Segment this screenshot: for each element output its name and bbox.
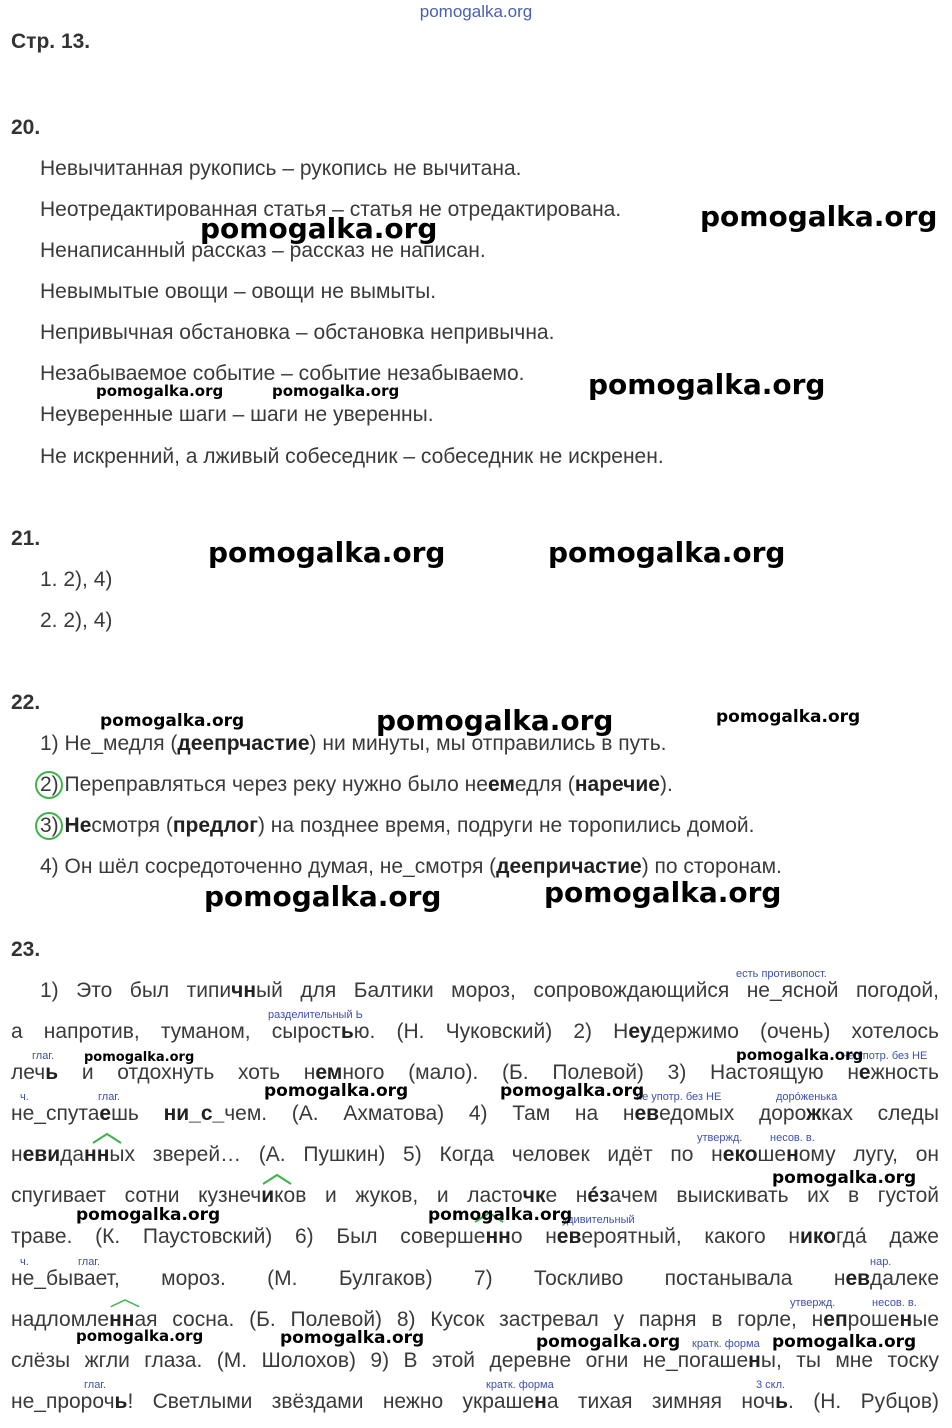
ex23-line-4: не_спутаешь ни_с_чем. (А. Ахматова) 4) Там на неведомых дорожках следы	[11, 1102, 940, 1125]
watermark: pomogalka.org	[264, 1081, 409, 1101]
ex23-line-5: невиданных зверей… (А. Пушкин) 5) Когда человек идёт по некошеному лугу, он	[11, 1143, 939, 1166]
annotation: глаг.	[98, 1091, 121, 1103]
watermark: pomogalka.org	[500, 1081, 645, 1101]
watermark: pomogalka.org	[700, 200, 938, 233]
annotation: несов. в.	[872, 1297, 917, 1309]
ex20-line-7: Неуверенные шаги – шаги не уверенны.	[40, 403, 434, 426]
annotation: разделительный Ь	[268, 1009, 363, 1021]
watermark: pomogalka.org	[736, 1046, 864, 1064]
ex20-line-2: Неотредактированная статья – статья не отредактирована.	[40, 198, 622, 221]
watermark: pomogalka.org	[204, 880, 442, 913]
annotation: не употр. без НЕ	[842, 1050, 928, 1062]
annotation: нар.	[870, 1256, 892, 1268]
exercise-20-number: 20.	[11, 116, 41, 139]
ex20-line-3: Ненаписанный рассказ – рассказ не написан.	[40, 239, 486, 262]
annotation: несов. в.	[770, 1132, 815, 1144]
ex20-line-1: Невычитанная рукопись – рукопись не вычитана.	[40, 157, 522, 180]
ex20-line-4: Невымытые овощи – овощи не вымыты.	[40, 280, 437, 303]
exercise-22-number: 22.	[11, 691, 41, 714]
ex22-line-1: 1) Не_медля (деепрчастие) ни минуты, мы отправились в путь.	[40, 732, 667, 755]
ex23-line-11: не_пророчь! Светлыми звёздами нежно украшена тихая зимняя ночь. (Н. Рубцов)	[11, 1390, 939, 1413]
annotation: удивительный	[562, 1214, 635, 1226]
ex23-line-2: а напротив, туманом, сыростью. (Н. Чуковский) 2) Неудержимо (очень) хотелось	[11, 1020, 940, 1043]
ex21-line-2: 2. 2), 4)	[40, 609, 113, 632]
watermark: pomogalka.org	[96, 382, 224, 400]
ex22-line-4: 4) Он шёл сосредоточенно думая, не_смотря (деепричастие) по сторонам.	[40, 855, 782, 878]
ex23-line-3: лечь и отдохнуть хоть немного (мало). (Б. Полевой) 3) Настоящую нежность	[11, 1061, 939, 1084]
site-watermark-top: pomogalka.org	[419, 2, 533, 21]
annotation: кратк. форма	[692, 1338, 760, 1350]
watermark: pomogalka.org	[772, 1332, 917, 1352]
watermark: pomogalka.org	[76, 1327, 204, 1345]
ex21-line-1: 1. 2), 4)	[40, 568, 113, 591]
watermark: pomogalka.org	[208, 536, 446, 569]
exercise-23-number: 23.	[11, 938, 41, 961]
watermark: pomogalka.org	[200, 212, 438, 245]
watermark: pomogalka.org	[272, 382, 400, 400]
watermark: pomogalka.org	[76, 1205, 221, 1225]
annotation: глаг.	[78, 1256, 101, 1268]
annotation: утвержд.	[790, 1297, 836, 1309]
ex20-line-6: Незабываемое событие – событие незабываемо.	[40, 362, 525, 385]
suffix-mark-icon	[92, 1132, 122, 1144]
annotation: есть противопост.	[736, 968, 827, 980]
watermark: pomogalka.org	[716, 707, 861, 727]
watermark: pomogalka.org	[548, 536, 786, 569]
page-title: Стр. 13.	[11, 30, 91, 53]
watermark: pomogalka.org	[376, 704, 614, 737]
annotation: ч.	[20, 1091, 29, 1103]
annotation: кратк. форма	[486, 1379, 554, 1391]
watermark: pomogalka.org	[772, 1168, 917, 1188]
suffix-mark-icon	[262, 1173, 292, 1185]
watermark: pomogalka.org	[544, 876, 782, 909]
annotation: не употр. без НЕ	[636, 1091, 722, 1103]
annotation: доро́женька	[776, 1091, 838, 1103]
watermark: pomogalka.org	[588, 368, 826, 401]
ex23-line-9: надломленная сосна. (Б. Полевой) 8) Кусок застревал у парня в горле, непрошeные	[11, 1308, 939, 1331]
ex23-line-10: слёзы жгли глаза. (М. Шолохов) 9) В этой деревне огни не_погашены, ты мне тоску	[11, 1349, 939, 1372]
watermark: pomogalka.org	[536, 1332, 681, 1352]
annotation: утвержд.	[697, 1132, 743, 1144]
annotation: глаг.	[84, 1379, 107, 1391]
ex22-line-2: 2) Переправляться через реку нужно было неемедля (наречие).	[40, 773, 673, 796]
ex20-line-5: Непривычная обстановка – обстановка непривычна.	[40, 321, 555, 344]
annotation: 3 скл.	[756, 1379, 786, 1391]
watermark: pomogalka.org	[84, 1050, 195, 1065]
watermark: pomogalka.org	[428, 1205, 573, 1225]
ex23-line-1: 1) Это был типичный для Балтики мороз, сопровождающийся не_ясной погодой,	[40, 979, 939, 1002]
watermark: pomogalka.org	[100, 711, 245, 731]
annotation: глаг.	[32, 1050, 55, 1062]
watermark: pomogalka.org	[280, 1328, 425, 1348]
exercise-21-number: 21.	[11, 527, 41, 550]
ex20-line-8: Не искренний, а лживый собеседник – собеседник не искренен.	[40, 445, 664, 468]
ex22-line-3: 3) Несмотря (предлог) на позднее время, подруги не торопились домой.	[40, 814, 755, 837]
ex23-line-7: траве. (К. Паустовский) 6) Был совершенно невероятный, какого никогда́ даже	[11, 1225, 939, 1248]
suffix-mark-icon	[110, 1297, 140, 1309]
annotation: ч.	[20, 1256, 29, 1268]
ex23-line-6: спугивает сотни кузнечиков и жуков, и ласточке нéзачем выискивать их в густой	[11, 1184, 940, 1207]
ex23-line-8: не_бывает, мороз. (М. Булгаков) 7) Тоскливо постанывала невдалеке	[11, 1267, 939, 1290]
